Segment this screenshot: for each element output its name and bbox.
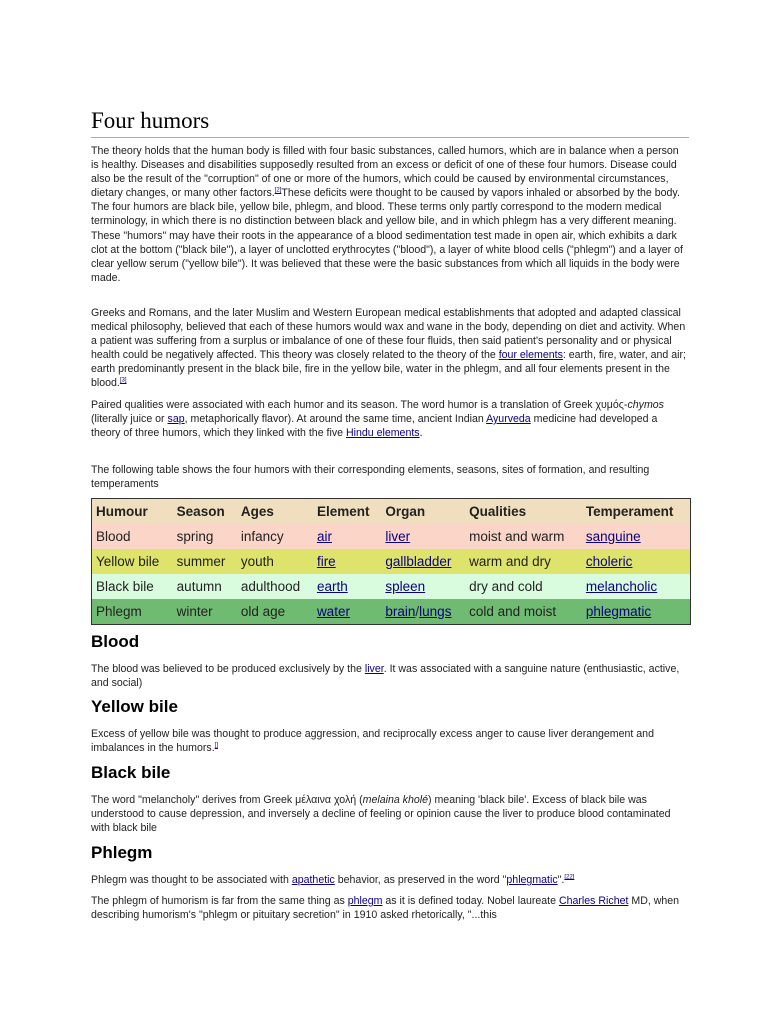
organ-link[interactable]: gallbladder — [385, 554, 452, 569]
intro-text: Greeks and Romans, and the later Muslim and Western European medical establishments that adopted and adapted classical medical philosophy, believed that each of these humors would wax and wane in the body, depending on diet and activity. When a patient was suffering from a surplus or imbalance of one of these four fluids, then said patient's personality and or physical health could be negatively affected. This theory was closely related to the theory of the — [91, 307, 686, 362]
ages-cell: youth — [240, 554, 274, 569]
body-text: MD, when describing humorism's "phlegm or pituitary secretion" in 1910 asked rhetorically, "...this — [91, 895, 680, 922]
body-text: as it is defined today. Nobel laureate — [382, 895, 559, 907]
page-title: Four humors — [91, 106, 689, 138]
blood-paragraph — [91, 662, 689, 690]
intro-text-cont: : earth, fire, water, and air; earth predominantly present in the black bile, fire in the yellow bile, water in the phlegm, and all four elements present in the blood. — [91, 349, 686, 390]
season-cell: autumn — [176, 579, 222, 594]
intro-text: . — [419, 427, 423, 440]
column-header: Temperament — [585, 504, 674, 519]
apathetic-link[interactable]: apathetic — [291, 874, 335, 886]
intro-paragraph-3 — [91, 398, 689, 440]
humour-cell: Yellow bile — [96, 554, 160, 569]
temperament-link[interactable]: phlegmatic — [585, 604, 652, 619]
citation-link[interactable]: [2] — [274, 187, 282, 194]
phlegm-heading: Phlegm — [91, 843, 153, 862]
citation-link[interactable]: [22] — [564, 874, 575, 881]
humour-cell: Blood — [96, 529, 131, 544]
element-link[interactable]: fire — [316, 554, 336, 569]
ages-cell: old age — [240, 604, 286, 619]
black-bile-heading: Black bile — [91, 763, 171, 782]
body-text: ". — [557, 874, 565, 886]
phlegm-paragraph-1 — [91, 873, 689, 887]
season-cell: winter — [176, 604, 213, 619]
column-header: Qualities — [469, 504, 527, 519]
organ-link[interactable]: spleen — [385, 579, 426, 594]
ages-cell: infancy — [240, 529, 284, 544]
qualities-cell: moist and warm — [469, 529, 565, 544]
citation-link[interactable]: [3] — [119, 377, 127, 384]
greek-term: μέλαινα χολή — [295, 794, 357, 806]
paren: ( — [356, 794, 363, 806]
body-text: Phlegm was thought to be associated with — [91, 874, 292, 886]
body-text: . It was associated with a sanguine nature (enthusiastic, active, and social) — [91, 663, 680, 690]
organ-separator: / — [415, 604, 420, 619]
element-link[interactable]: air — [316, 529, 332, 544]
qualities-cell: dry and cold — [469, 579, 543, 594]
season-cell: spring — [176, 529, 214, 544]
table-row — [92, 549, 691, 574]
liver-link[interactable]: liver — [364, 663, 384, 675]
element-link[interactable]: water — [316, 604, 350, 619]
yellow-bile-paragraph — [91, 727, 689, 755]
intro-text-cont: These deficits were thought to be caused by vapors inhaled or absorbed by the body. The four humors are black bile, yellow bile, phlegm, and blood. These terms only partly correspond to the modern medical terminology, in which there is no distinction between black and yellow bile, and in which phlegm has a very different meaning. These "humors" may have their roots in the appearance of a blood sedimentation test made in open air, which exhibits a dark clot at the bottom ("black bile"), a layer of unclotted erythrocytes ("blood"), a layer of white blood cells ("phlegm") and a layer of clear yellow serum ("yellow bile"). It was believed that these were the basic substances from which all liquids in the body were made. — [91, 187, 683, 284]
temperament-link[interactable]: melancholic — [585, 579, 658, 594]
citation-link[interactable]: [] — [214, 742, 218, 749]
intro-text: medicine had developed a theory of three humors, which they linked with the five — [91, 413, 658, 440]
table-row — [92, 524, 691, 549]
phlegm-paragraph-2 — [91, 894, 689, 922]
phlegmatic-link[interactable]: phlegmatic — [506, 874, 558, 886]
ayurveda-link[interactable]: Ayurveda — [486, 413, 531, 426]
body-text: Excess of yellow bile was thought to produce aggression, and reciprocally excess anger to cause liver derangement and imbalances in the humors. — [91, 728, 654, 755]
body-text: The blood was believed to be produced exclusively by the — [91, 663, 365, 675]
ages-cell: adulthood — [240, 579, 301, 594]
qualities-cell: cold and moist — [469, 604, 557, 619]
sap-link[interactable]: sap — [167, 413, 185, 426]
intro-text: (literally juice or — [91, 413, 168, 426]
column-header: Season — [176, 504, 225, 519]
intro-paragraph-4: The following table shows the four humors with their corresponding elements, seasons, sites of formation, and resulting temperaments — [91, 464, 650, 491]
intro-text: The theory holds that the human body is filled with four basic substances, called humors, which are in balance when a person is healthy. Diseases and disabilities supposedly resulted from an excess or deficit of one of these four humors. Disease could also be the result of the "corruption" of one or more of the humors, which could be caused by environmental circumstances, dietary changes, or many other factors. — [91, 145, 679, 200]
table-row — [92, 599, 691, 625]
dash: - — [623, 399, 628, 411]
blood-heading: Blood — [91, 632, 140, 651]
element-link[interactable]: earth — [316, 579, 348, 594]
qualities-cell: warm and dry — [469, 554, 551, 569]
charles-richet-link[interactable]: Charles Richet — [558, 895, 629, 907]
intro-text: , metaphorically flavor). At around the same time, ancient Indian — [184, 413, 487, 426]
intro-text: Paired qualities were associated with each humor and its season. The word humor is a translation of Greek — [91, 399, 596, 411]
humors-table — [91, 498, 691, 625]
four-elements-link[interactable]: four elements — [498, 349, 563, 362]
temperament-link[interactable]: sanguine — [585, 529, 641, 544]
organ-link-2[interactable]: lungs — [419, 604, 452, 619]
hindu-elements-link[interactable]: Hindu elements — [345, 427, 420, 440]
table-row — [92, 574, 691, 599]
column-header: Ages — [240, 504, 274, 519]
season-cell: summer — [176, 554, 226, 569]
temperament-link[interactable]: choleric — [585, 554, 633, 569]
column-header: Organ — [385, 504, 426, 519]
column-header: Element — [316, 504, 370, 519]
humour-cell: Phlegm — [96, 604, 142, 619]
phlegm-link[interactable]: phlegm — [347, 895, 383, 907]
table-header-row — [92, 499, 691, 525]
organ-link[interactable]: liver — [385, 529, 411, 544]
humour-cell: Black bile — [96, 579, 154, 594]
transliteration: melaina kholé — [362, 794, 428, 806]
greek-word: χυμός — [595, 399, 624, 411]
black-bile-paragraph — [91, 793, 689, 835]
intro-paragraph-2 — [91, 306, 689, 391]
body-text: The phlegm of humorism is far from the same thing as — [91, 895, 348, 907]
intro-paragraph-1 — [91, 144, 689, 285]
body-text: ) meaning 'black bile'. Excess of black bile was understood to cause depression, and inversely a decline of feeling or opinion cause the liver to produce blood contaminated with black bile — [91, 794, 671, 835]
yellow-bile-heading: Yellow bile — [91, 697, 178, 716]
body-text: behavior, as preserved in the word " — [334, 874, 507, 886]
body-text: The word "melancholy" derives from Greek — [91, 794, 296, 806]
chymos-term: chymos — [627, 399, 664, 411]
column-header: Humour — [96, 504, 148, 519]
organ-link[interactable]: brain — [385, 604, 416, 619]
